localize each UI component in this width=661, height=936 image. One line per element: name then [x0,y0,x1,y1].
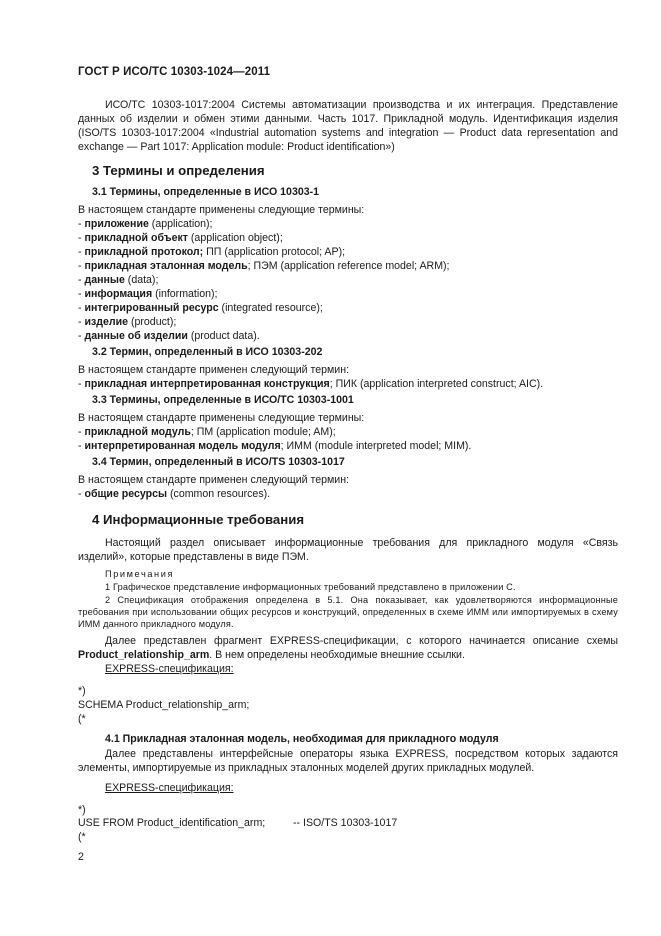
page-number: 2 [78,851,84,863]
note-1: 1 Графическое представление информационных требований представлено в приложении С. [105,582,516,592]
code-line: *) [78,804,86,816]
term-item: - данные об изделии (product data). [78,330,260,342]
subsection-3-1-title: 3.1 Термины, определенные в ИСО 10303-1 [92,186,320,198]
term-item: - общие ресурсы (common resources). [78,488,271,500]
term-item: - интерпретированная модель модуля; ИММ (module interpreted model; MIM). [78,440,472,452]
term-item: - информация (information); [78,288,218,300]
term-item: - интегрированный ресурс (integrated resource); [78,302,323,314]
code-line: *) [78,685,86,697]
subsection-3-4-title: 3.4 Термин, определенный в ИСО/TS 10303-1017 [92,456,345,468]
express-intro-paragraph: Далее представлен фрагмент EXPRESS-спецификации, с которого начинается описание схемы Product_relationship_arm. В нем определены необходимые внешние ссылки. [78,635,618,661]
code-line: (* [78,713,86,725]
term-item: - прикладной объект (application object); [78,232,283,244]
code-line: USE FROM Product_identification_arm; [78,817,266,829]
normative-reference-paragraph: ИСО/ТС 10303-1017:2004 Системы автоматизации производства и их интеграция. Представление данных об изделии и обмен этими данными. Часть 1017. Прикладной модуль. Идентификация изделия (ISO/TS 10303-1017:2004 «Industrial automation systems and integration — Product data representation and exchange — Part 1017: Application module: Product identification») [78,99,618,153]
code-line: (* [78,831,86,843]
notes-heading: Примечания [105,569,175,579]
code-comment: -- ISO/TS 10303-1017 [293,817,398,829]
term-item: - данные (data); [78,274,159,286]
subsection-4-1-title: 4.1 Прикладная эталонная модель, необходимая для прикладного модуля [105,733,499,745]
subsection-3-2-title: 3.2 Термин, определенный в ИСО 10303-202 [92,346,323,358]
section-3-title: 3 Термины и определения [92,163,265,178]
section-4-paragraph: Настоящий раздел описывает информационные требования для прикладного модуля «Связь изделий», которые представлены в виде ПЭМ. [78,537,618,563]
term-item: - прикладная эталонная модель; ПЭМ (application reference model; ARM); [78,260,450,272]
term-item: - прикладной протокол; ПП (application protocol; AP); [78,246,346,258]
subsection-3-4-lead: В настоящем стандарте применен следующий термин: [78,474,350,486]
subsection-4-1-paragraph: Далее представлены интерфейсные операторы языка EXPRESS, посредством которых задаются элементы, импортируемые из прикладных эталонных моделей других прикладных модулей. [78,748,618,774]
term-item: - приложение (application); [78,218,213,230]
term-item: - изделие (product); [78,316,177,328]
code-line: SCHEMA Product_relationship_arm; [78,699,250,711]
express-spec-label-2: EXPRESS-спецификация: [105,782,234,794]
term-item: - прикладная интерпретированная конструкция; ПИК (application interpreted construct; AIC). [78,378,544,390]
subsection-3-3-title: 3.3 Термины, определенные в ИСО/ТС 10303-1001 [92,394,354,406]
note-2: 2 Спецификация отображения определена в 5.1. Она показывает, как удовлетворяются информационные требования при использовании общих ресурсов и конструкций, определенных в схеме ИММ или импортируемых в схему ИММ данного прикладного модуля. [78,595,618,629]
subsection-3-2-lead: В настоящем стандарте применен следующий термин: [78,364,350,376]
subsection-3-3-lead: В настоящем стандарте применены следующие термины: [78,412,365,424]
section-4-title: 4 Информационные требования [92,512,305,527]
term-item: - прикладной модуль; ПМ (application module; AM); [78,426,336,438]
document-header: ГОСТ Р ИСО/ТС 10303-1024—2011 [78,66,271,78]
express-spec-label: EXPRESS-спецификация: [105,663,234,675]
subsection-3-1-lead: В настоящем стандарте применены следующие термины: [78,204,365,216]
